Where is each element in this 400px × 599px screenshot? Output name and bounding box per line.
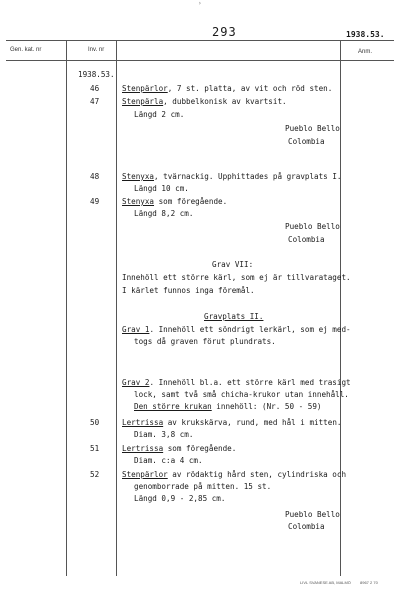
form-code: 8967 2 70 [360, 580, 378, 585]
grave-7-line-2: I kärlet funnos inga föremål. [122, 286, 255, 295]
grave-2-line-1: Grav 2. Innehöll bl.a. ett större kärl med trasigt [122, 378, 351, 387]
header-bottom-rule [6, 60, 394, 61]
grave-7-line-1: Innehöll ett större kärl, som ej är tillvarataget. [122, 273, 351, 282]
printer-imprint: LIVL SVANESE AB, MALMÖ [300, 580, 351, 585]
page-number: 293 [212, 25, 237, 39]
header-year-code: 1938.53. [346, 30, 385, 39]
locality-3-place: Pueblo Bello [285, 510, 340, 519]
entry-52-line-2: genomborrade på mitten. 15 st. [134, 482, 272, 491]
column-header-anm: Anm. [358, 49, 373, 55]
entry-47-dimension: Längd 2 cm. [134, 110, 185, 119]
scan-mark: › [198, 0, 202, 7]
entry-48-dimension: Längd 10 cm. [134, 184, 189, 193]
entry-49-text: Stenyxa som föregående. [122, 197, 228, 206]
entry-number-48: 48 [90, 172, 100, 181]
grave-2-line-2: lock, samt två små chicha-krukor utan innehåll. [134, 390, 349, 399]
entry-number-49: 49 [90, 197, 100, 206]
grave-1-line-2: togs då graven förut plundrats. [134, 337, 276, 346]
entry-number-50: 50 [90, 418, 100, 427]
burial-site-2-heading: Gravplats II. [204, 312, 264, 321]
locality-1-place: Pueblo Bello [285, 124, 340, 133]
entry-50-text: Lertrissa av krukskärva, rund, med hål i mitten. [122, 418, 342, 427]
entry-50-dimension: Diam. 3,8 cm. [134, 430, 194, 439]
entry-number-47: 47 [90, 97, 100, 106]
entry-47-text: Stenpärla, dubbelkonisk av kvartsit. [122, 97, 287, 106]
grave-1-line-1: Grav 1. Innehöll ett söndrigt lerkärl, som ej med- [122, 325, 351, 334]
entry-number-51: 51 [90, 444, 100, 453]
entry-52-text: Stenpärlor av rödaktig hård sten, cylindriska och [122, 470, 347, 479]
column-header-gen-kat-nr: Gen. kat. nr [10, 47, 42, 53]
column-divider-3 [340, 40, 341, 576]
entry-48-text: Stenyxa, tvärnackig. Upphittades på gravplats I. [122, 172, 342, 181]
locality-3-country: Colombia [288, 522, 325, 531]
entry-51-dimension: Diam. c:a 4 cm. [134, 456, 203, 465]
entry-51-text: Lertrissa som föregående. [122, 444, 237, 453]
grave-2-line-3: Den större krukan innehöll: (Nr. 50 - 59) [134, 402, 322, 411]
header-top-rule [6, 40, 394, 41]
entry-number-52: 52 [90, 470, 100, 479]
column-divider-1 [66, 40, 67, 576]
column-divider-2 [116, 40, 117, 576]
grave-7-heading: Grav VII: [212, 260, 254, 269]
locality-1-country: Colombia [288, 137, 325, 146]
entry-number-46: 46 [90, 84, 100, 93]
inventory-year: 1938.53. [78, 70, 115, 79]
entry-49-dimension: Längd 8,2 cm. [134, 209, 194, 218]
entry-52-dimension: Längd 0,9 - 2,85 cm. [134, 494, 226, 503]
locality-2-place: Pueblo Bello [285, 222, 340, 231]
column-header-inv-nr: Inv. nr [88, 47, 105, 53]
locality-2-country: Colombia [288, 235, 325, 244]
entry-46-text: Stenpärlor, 7 st. platta, av vit och röd sten. [122, 84, 333, 93]
